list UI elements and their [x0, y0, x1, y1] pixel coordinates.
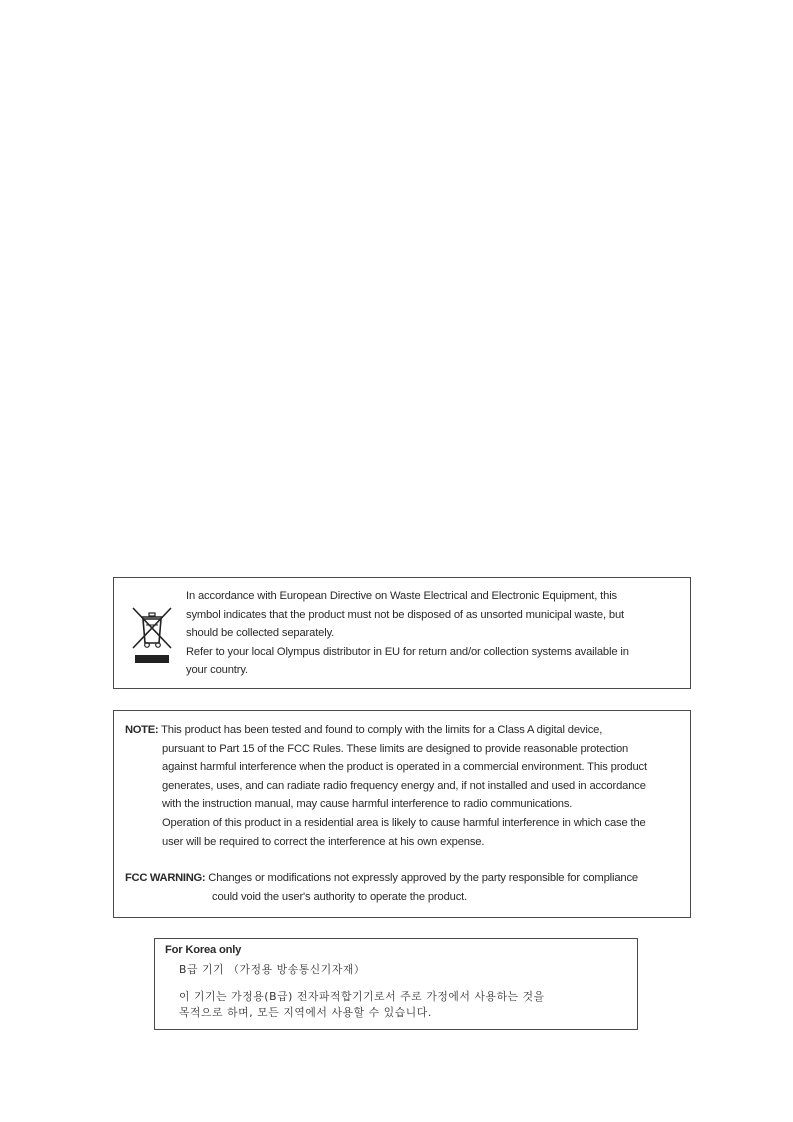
note-line: against harmful interference when the product is operated in a commercial environment. This product	[162, 761, 647, 774]
korea-notice-box	[154, 938, 638, 1030]
fcc-note-first-line	[125, 721, 681, 740]
korea-body-line: 목적으로 하며, 모든 지역에서 사용할 수 있습니다.	[179, 1006, 432, 1019]
note-line: Operation of this product in a residential area is likely to cause harmful interference in which case the	[162, 816, 646, 829]
fcc-warning-text: Changes or modifications not expressly approved by the party responsible for compliance	[208, 872, 638, 884]
note-line: generates, uses, and can radiate radio frequency energy and, if not installed and used in accordance	[162, 779, 646, 792]
weee-line: symbol indicates that the product must not be disposed of as unsorted municipal waste, but	[186, 608, 624, 621]
fcc-warning-label: FCC WARNING:	[125, 872, 206, 884]
fcc-note	[125, 721, 681, 851]
weee-line: your country.	[186, 664, 248, 677]
korea-class-line: B급 기기 （가정용 방송통신기자재）	[179, 963, 366, 976]
weee-notice-box	[113, 577, 691, 689]
note-text: This product has been tested and found to comply with the limits for a Class A digital device,	[161, 724, 603, 736]
fcc-warning-line: could void the user's authority to operate the product.	[212, 891, 468, 903]
note-line: pursuant to Part 15 of the FCC Rules. These limits are designed to provide reasonable protection	[162, 742, 629, 755]
korea-title: For Korea only	[165, 944, 242, 956]
fcc-notice-box	[113, 710, 691, 918]
fcc-warning	[125, 869, 685, 907]
weee-line: should be collected separately.	[186, 627, 335, 640]
note-line: with the instruction manual, may cause harmful interference to radio communications.	[162, 798, 573, 811]
weee-line: In accordance with European Directive on Waste Electrical and Electronic Equipment, this	[186, 590, 617, 602]
korea-body-line: 이 기기는 가정용(B급) 전자파적합기기로서 주로 가정에서 사용하는 것을	[179, 990, 545, 1003]
note-line: user will be required to correct the interference at his own expense.	[162, 835, 485, 848]
crossed-out-wheelie-bin-icon	[130, 605, 174, 665]
weee-line: Refer to your local Olympus distributor in EU for return and/or collection systems available in	[186, 645, 629, 658]
weee-notice-text	[186, 587, 686, 680]
fcc-warning-first-line	[125, 869, 685, 888]
note-label: NOTE:	[125, 724, 159, 736]
